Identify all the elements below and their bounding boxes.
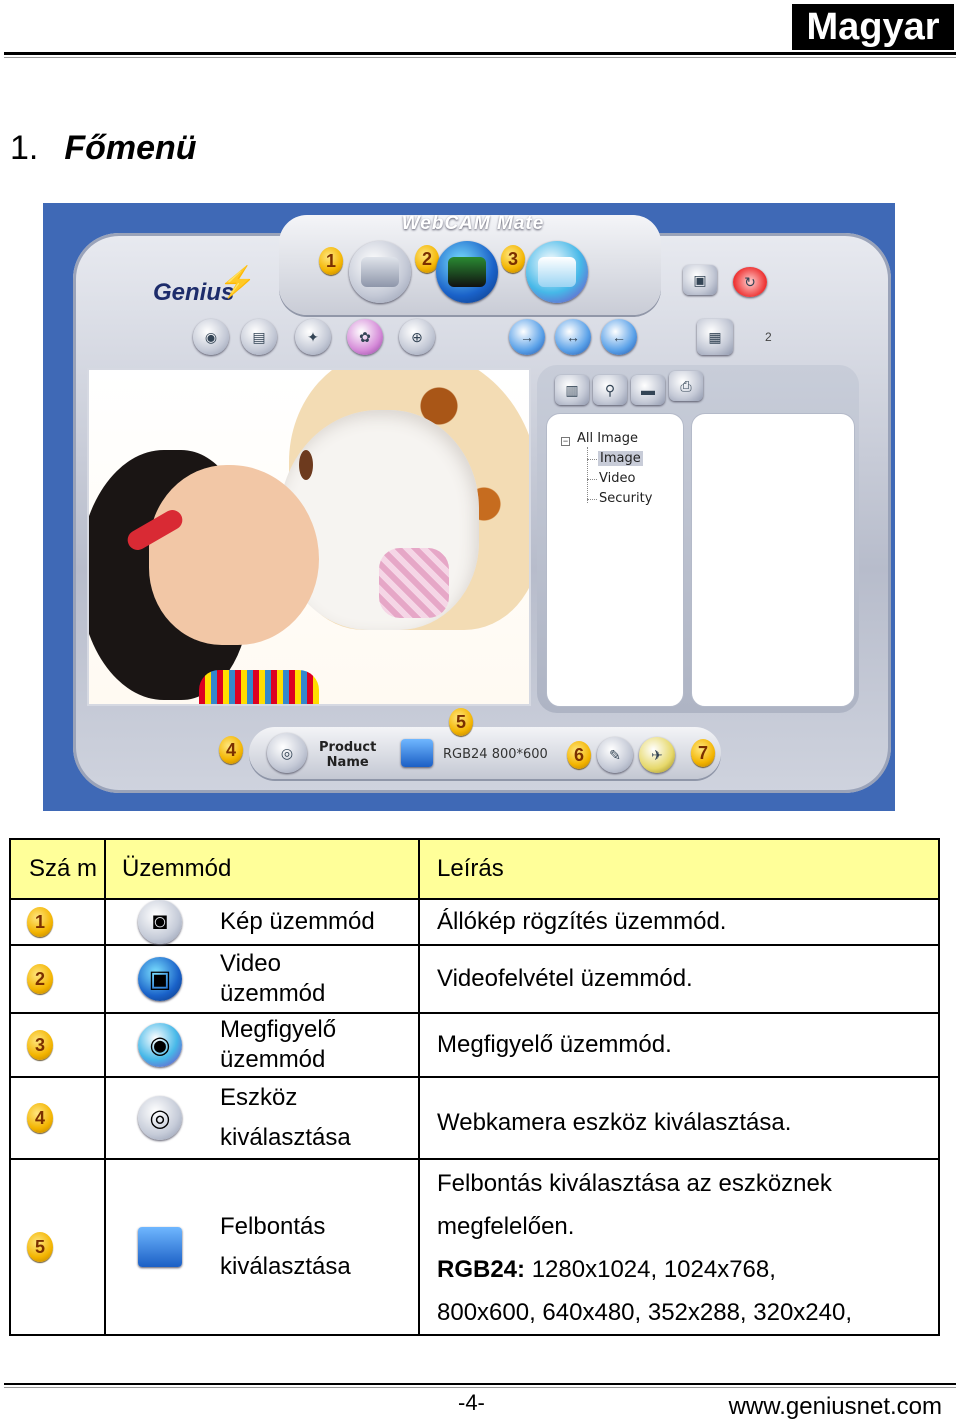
- film-icon: [448, 257, 486, 287]
- mode-description: Videofelvétel üzemmód.: [419, 945, 939, 1013]
- row-number-badge: 2: [27, 964, 53, 994]
- section-title: Főmenü: [64, 129, 197, 167]
- callout-5: 5: [449, 708, 473, 736]
- resolution-selector[interactable]: RGB24 800*600: [443, 747, 548, 762]
- both-arrow-icon[interactable]: ↔: [555, 319, 591, 355]
- row-number-badge: 1: [27, 907, 53, 937]
- mode-description: Felbontás kiválasztása az eszköznek megfelelően. RGB24: 1280x1024, 1024x768, 800x600, 640x480, 352x288, 320x240,: [419, 1159, 939, 1335]
- email-icon[interactable]: ▬: [631, 375, 665, 405]
- app-title: WebCAM Mate: [401, 213, 545, 234]
- table-header-row: [10, 839, 939, 899]
- table-row: [10, 1159, 939, 1335]
- section-heading: [10, 128, 197, 168]
- tree-expander-icon[interactable]: −: [562, 436, 569, 446]
- footer-rule: [4, 1383, 956, 1385]
- monitor-camera-icon: [538, 257, 576, 287]
- girl-dress: [199, 670, 319, 706]
- next-arrow-icon[interactable]: →: [509, 319, 545, 355]
- callout-1: 1: [319, 247, 343, 275]
- callout-3: 3: [501, 245, 525, 273]
- prev-arrow-icon[interactable]: ←: [601, 319, 637, 355]
- callout-7: 7: [691, 739, 715, 767]
- tree-item-security[interactable]: Security: [599, 491, 653, 506]
- tree-root-all-image[interactable]: All Image: [577, 431, 638, 446]
- mode-name: Megfigyelő üzemmód: [214, 1013, 419, 1077]
- mode-name: Felbontás kiválasztása: [214, 1159, 419, 1335]
- section-number: 1.: [10, 129, 39, 167]
- frame-icon[interactable]: ✿: [347, 319, 383, 355]
- zoom-icon[interactable]: ⊕: [399, 319, 435, 355]
- plush-eye: [299, 450, 313, 480]
- webcam-device-icon[interactable]: ◎: [267, 733, 307, 773]
- table-row: [10, 899, 939, 945]
- thumbnail-list: [691, 413, 855, 707]
- capture-icon[interactable]: ◉: [193, 319, 229, 355]
- camera-icon: [361, 257, 399, 287]
- webcam-device-icon: ◎: [138, 1096, 182, 1140]
- snapshot-mode-button[interactable]: [349, 241, 411, 303]
- tree-item-image[interactable]: Image: [600, 451, 641, 466]
- brand-swoosh-icon: ⚡: [219, 266, 257, 299]
- search-icon[interactable]: ⚲: [593, 375, 627, 405]
- page-number: -4-: [458, 1390, 485, 1415]
- header-description: Leírás: [419, 839, 939, 899]
- header-rule-thin: [4, 57, 956, 58]
- plush-bow: [379, 548, 449, 618]
- monitor-mode-button[interactable]: [526, 241, 588, 303]
- mode-table: [9, 838, 940, 1336]
- language-badge: Magyar: [792, 4, 954, 50]
- camera-settings-icon[interactable]: ▤: [241, 319, 277, 355]
- header-mode: Üzemmód: [105, 839, 419, 899]
- table-row: [10, 945, 939, 1013]
- resolution-icon[interactable]: [401, 739, 433, 767]
- mode-name: Video üzemmód: [214, 945, 419, 1013]
- run-icon[interactable]: ✈: [639, 737, 675, 773]
- video-preview: [87, 368, 531, 706]
- delete-icon[interactable]: ▥: [555, 375, 589, 405]
- mode-description: Megfigyelő üzemmód.: [419, 1013, 939, 1077]
- row-number-badge: 4: [27, 1103, 53, 1133]
- row-number-badge: 3: [27, 1030, 53, 1060]
- table-row: [10, 1013, 939, 1077]
- effects-icon[interactable]: ✦: [295, 319, 331, 355]
- mode-description: Webkamera eszköz kiválasztása.: [419, 1077, 939, 1159]
- print-icon[interactable]: ⎙: [669, 371, 703, 401]
- video-mode-button[interactable]: [436, 241, 498, 303]
- tree-item-video[interactable]: Video: [599, 471, 636, 486]
- brand-logo: Genius: [153, 279, 235, 306]
- camera-icon: ◙: [138, 900, 182, 944]
- gallery-icon[interactable]: ▦: [697, 319, 733, 355]
- row-number-badge: 5: [27, 1232, 53, 1262]
- mode-description: Állókép rögzítés üzemmód.: [419, 899, 939, 945]
- header-rule: [4, 52, 956, 55]
- display-settings-icon[interactable]: ▣: [683, 265, 717, 295]
- callout-6: 6: [567, 741, 591, 769]
- product-name[interactable]: Product Name: [319, 740, 377, 770]
- film-icon: ▣: [138, 957, 182, 1001]
- callout-2: 2: [415, 245, 439, 273]
- callout-4: 4: [219, 736, 243, 764]
- mode-name: Eszköz kiválasztása: [214, 1077, 419, 1159]
- resolution-icon: [138, 1227, 182, 1267]
- footer-rule-thin: [4, 1387, 956, 1388]
- tools-icon[interactable]: ✎: [597, 737, 633, 773]
- header-number: Szá m: [10, 839, 105, 899]
- monitor-camera-icon: ◉: [138, 1023, 182, 1067]
- website-url: www.geniusnet.com: [728, 1393, 942, 1420]
- refresh-icon[interactable]: ↻: [733, 267, 767, 297]
- page-counter: 2: [765, 330, 772, 344]
- webcam-app-screenshot: [43, 203, 895, 811]
- mode-name: Kép üzemmód: [214, 899, 419, 945]
- table-row: [10, 1077, 939, 1159]
